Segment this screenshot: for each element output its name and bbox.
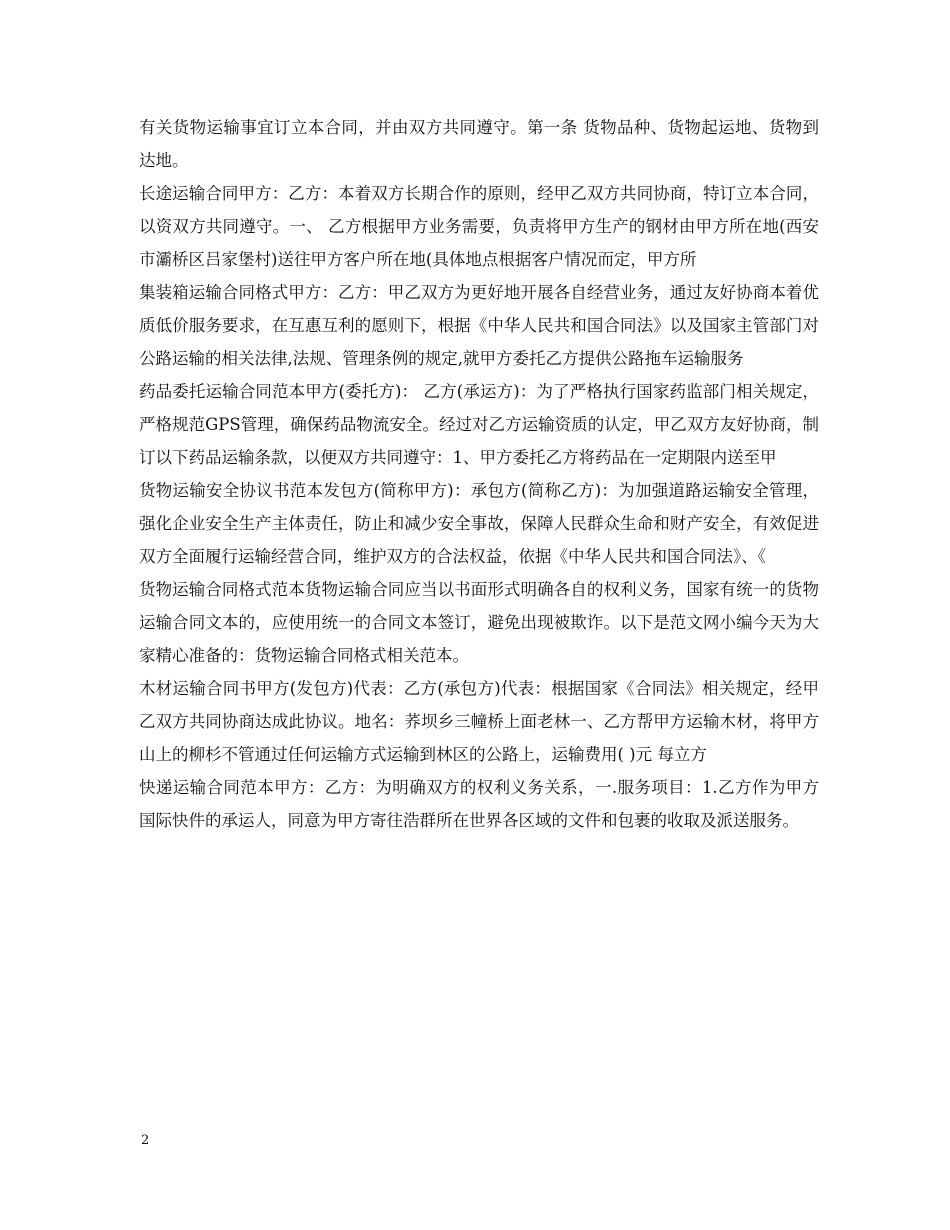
paragraph-7: 木材运输合同书甲方(发包方)代表：乙方(承包方)代表：根据国家《合同法》相关规定，经甲乙双方共同协商达成此协议。地名：荞坝乡三幢桥上面老林一、乙方帮甲方运输木材，将甲方山上的柳杉不管通过任何运输方式运输到林区的公路上，运输费用( )元 每立方	[139, 679, 819, 764]
paragraph-6: 货物运输合同格式范本货物运输合同应当以书面形式明确各自的权利义务，国家有统一的货物运输合同文本的，应使用统一的合同文本签订，避免出现被欺诈。以下是范文网小编今天为大家精心准备的：货物运输合同格式相关范本。	[139, 580, 819, 665]
paragraph-3: 集装箱运输合同格式甲方：乙方：甲乙双方为更好地开展各自经营业务，通过友好协商本着优质低价服务要求，在互惠互利的愿则下，根据《中华人民共和国合同法》以及国家主管部门对公路运输的相关法律,法规、管理条例的规定,就甲方委托乙方提供公路拖车运输服务	[139, 283, 819, 368]
paragraph-5: 货物运输安全协议书范本发包方(简称甲方)：承包方(简称乙方)：为加强道路运输安全管理，强化企业安全生产主体责任，防止和减少安全事故，保障人民群众生命和财产安全，有效促进双方全面履行运输经营合同，维护双方的合法权益，依据《中华人民共和国合同法》、《	[139, 481, 819, 566]
paragraph-2: 长途运输合同甲方：乙方：本着双方长期合作的原则，经甲乙双方共同协商，特订立本合同，以资双方共同遵守。一、 乙方根据甲方业务需要，负责将甲方生产的钢材由甲方所在地(西安市灞桥区吕家堡村)送往甲方客户所在地(具体地点根据客户情况而定，甲方所	[139, 184, 819, 269]
paragraph-8: 快递运输合同范本甲方：乙方：为明确双方的权利义务关系，一.服务项目：1.乙方作为甲方国际快件的承运人，同意为甲方寄往浩群所在世界各区域的文件和包裹的收取及派送服务。	[139, 778, 819, 830]
document-body	[139, 111, 819, 837]
page-number: 2	[141, 1133, 150, 1148]
paragraph-1: 有关货物运输事宜订立本合同，并由双方共同遵守。第一条 货物品种、货物起运地、货物到达地。	[139, 118, 819, 170]
paragraph-4: 药品委托运输合同范本甲方(委托方)： 乙方(承运方)：为了严格执行国家药监部门相关规定，严格规范GPS管理，确保药品物流安全。经过对乙方运输资质的认定，甲乙双方友好协商，制订以下药品运输条款，以便双方共同遵守：1、甲方委托乙方将药品在一定期限内送至甲	[139, 382, 819, 467]
